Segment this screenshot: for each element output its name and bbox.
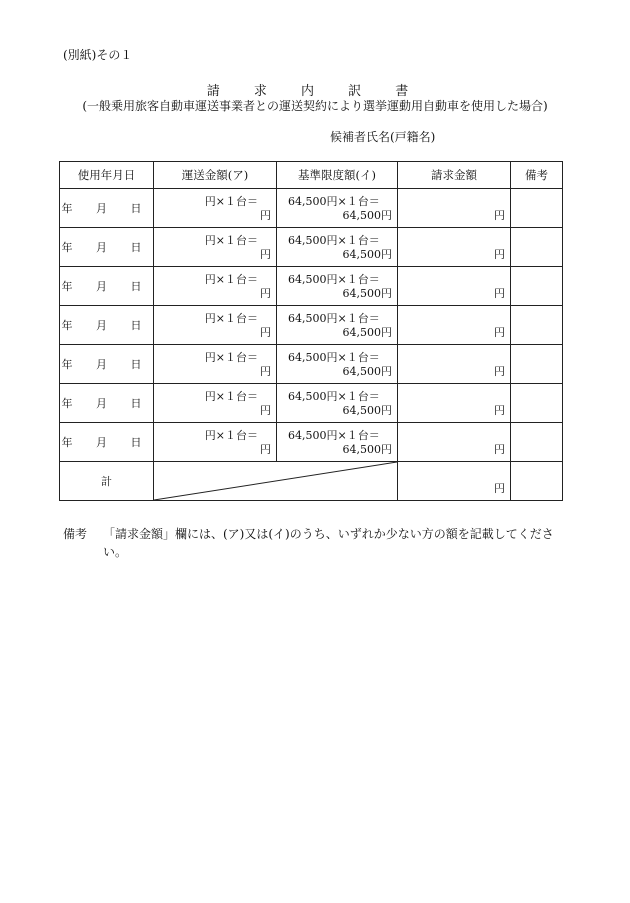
date-placeholder: 年 月 日 [61, 397, 152, 410]
table-row [60, 228, 563, 267]
date-placeholder: 年 月 日 [61, 202, 152, 215]
claim-yen: 円 [494, 365, 505, 378]
claim-amount-cell[interactable] [398, 345, 511, 384]
remarks-cell[interactable] [511, 306, 563, 345]
header-remarks: 備考 [511, 162, 563, 189]
claim-amount-cell[interactable] [398, 228, 511, 267]
claim-yen: 円 [494, 443, 505, 456]
transport-yen: 円 [260, 287, 271, 300]
usage-date-cell[interactable] [60, 228, 154, 267]
total-label-text: 計 [101, 475, 112, 488]
table-row [60, 345, 563, 384]
limit-formula: 64,500円×１台＝ [288, 234, 380, 247]
table-row [60, 189, 563, 228]
total-remarks-cell[interactable] [511, 462, 563, 501]
limit-formula: 64,500円×１台＝ [288, 273, 380, 286]
transport-yen: 円 [260, 443, 271, 456]
remarks-cell[interactable] [511, 267, 563, 306]
claim-amount-cell[interactable] [398, 423, 511, 462]
table-row [60, 384, 563, 423]
document-subtitle: (一般乗用旅客自動車運送事業者との運送契約により選挙運動用自動車を使用した場合) [82, 99, 548, 113]
limit-amount-cell [277, 228, 398, 267]
total-yen: 円 [494, 482, 505, 495]
total-row [60, 462, 563, 501]
transport-formula: 円×１台＝ [204, 390, 258, 403]
transport-formula: 円×１台＝ [204, 273, 258, 286]
transport-formula: 円×１台＝ [204, 234, 258, 247]
transport-amount-cell[interactable] [154, 189, 277, 228]
transport-formula: 円×１台＝ [204, 312, 258, 325]
limit-formula: 64,500円×１台＝ [288, 195, 380, 208]
table-row [60, 306, 563, 345]
claim-amount-cell[interactable] [398, 267, 511, 306]
date-placeholder: 年 月 日 [61, 436, 152, 449]
header-transport-amount: 運送金額(ア) [154, 162, 277, 189]
limit-amount: 64,500円 [342, 326, 392, 339]
remarks-cell[interactable] [511, 189, 563, 228]
usage-date-cell[interactable] [60, 189, 154, 228]
usage-date-cell[interactable] [60, 306, 154, 345]
transport-amount-cell[interactable] [154, 345, 277, 384]
date-placeholder: 年 月 日 [61, 358, 152, 371]
total-label [60, 462, 154, 501]
date-placeholder: 年 月 日 [61, 241, 152, 254]
annex-label: (別紙)その１ [63, 48, 133, 62]
limit-formula: 64,500円×１台＝ [288, 390, 380, 403]
limit-amount: 64,500円 [342, 443, 392, 456]
header-usage-date: 使用年月日 [60, 162, 154, 189]
date-placeholder: 年 月 日 [61, 280, 152, 293]
limit-amount: 64,500円 [342, 287, 392, 300]
total-diagonal-cell [154, 462, 398, 501]
document-title: 請 求 内 訳 書 [206, 84, 424, 99]
remarks-cell[interactable] [511, 228, 563, 267]
header-claim-amount: 請求金額 [398, 162, 511, 189]
transport-yen: 円 [260, 326, 271, 339]
limit-formula: 64,500円×１台＝ [288, 351, 380, 364]
transport-formula: 円×１台＝ [204, 195, 258, 208]
limit-formula: 64,500円×１台＝ [288, 312, 380, 325]
limit-amount-cell [277, 267, 398, 306]
limit-amount: 64,500円 [342, 404, 392, 417]
claim-yen: 円 [494, 404, 505, 417]
usage-date-cell[interactable] [60, 267, 154, 306]
note-label: 備考 [63, 527, 88, 541]
remarks-cell[interactable] [511, 384, 563, 423]
usage-date-cell[interactable] [60, 345, 154, 384]
limit-amount: 64,500円 [342, 209, 392, 222]
header-limit-amount: 基準限度額(イ) [277, 162, 398, 189]
claim-amount-cell[interactable] [398, 384, 511, 423]
limit-amount: 64,500円 [342, 365, 392, 378]
usage-date-cell[interactable] [60, 384, 154, 423]
limit-amount-cell [277, 384, 398, 423]
usage-date-cell[interactable] [60, 423, 154, 462]
table-row [60, 423, 563, 462]
transport-yen: 円 [260, 365, 271, 378]
transport-amount-cell[interactable] [154, 267, 277, 306]
claim-yen: 円 [494, 326, 505, 339]
table-row [60, 267, 563, 306]
claim-breakdown-table [59, 161, 563, 501]
claim-amount-cell[interactable] [398, 189, 511, 228]
transport-formula: 円×１台＝ [204, 429, 258, 442]
transport-amount-cell[interactable] [154, 306, 277, 345]
transport-yen: 円 [260, 209, 271, 222]
limit-formula: 64,500円×１台＝ [288, 429, 380, 442]
limit-amount: 64,500円 [342, 248, 392, 261]
transport-amount-cell[interactable] [154, 384, 277, 423]
limit-amount-cell [277, 306, 398, 345]
transport-amount-cell[interactable] [154, 228, 277, 267]
total-claim-cell[interactable] [398, 462, 511, 501]
claim-yen: 円 [494, 248, 505, 261]
claim-yen: 円 [494, 287, 505, 300]
remarks-cell[interactable] [511, 345, 563, 384]
remarks-cell[interactable] [511, 423, 563, 462]
candidate-name-label: 候補者氏名(戸籍名) [330, 130, 436, 144]
table-header-row [60, 162, 563, 189]
diagonal-line [154, 462, 397, 500]
transport-yen: 円 [260, 248, 271, 261]
date-placeholder: 年 月 日 [61, 319, 152, 332]
claim-amount-cell[interactable] [398, 306, 511, 345]
limit-amount-cell [277, 189, 398, 228]
transport-amount-cell[interactable] [154, 423, 277, 462]
transport-yen: 円 [260, 404, 271, 417]
note-text: 「請求金額」欄には、(ア)又は(イ)のうち、いずれか少ない方の額を記載してください。 [103, 527, 554, 559]
transport-formula: 円×１台＝ [204, 351, 258, 364]
claim-yen: 円 [494, 209, 505, 222]
limit-amount-cell [277, 345, 398, 384]
limit-amount-cell [277, 423, 398, 462]
